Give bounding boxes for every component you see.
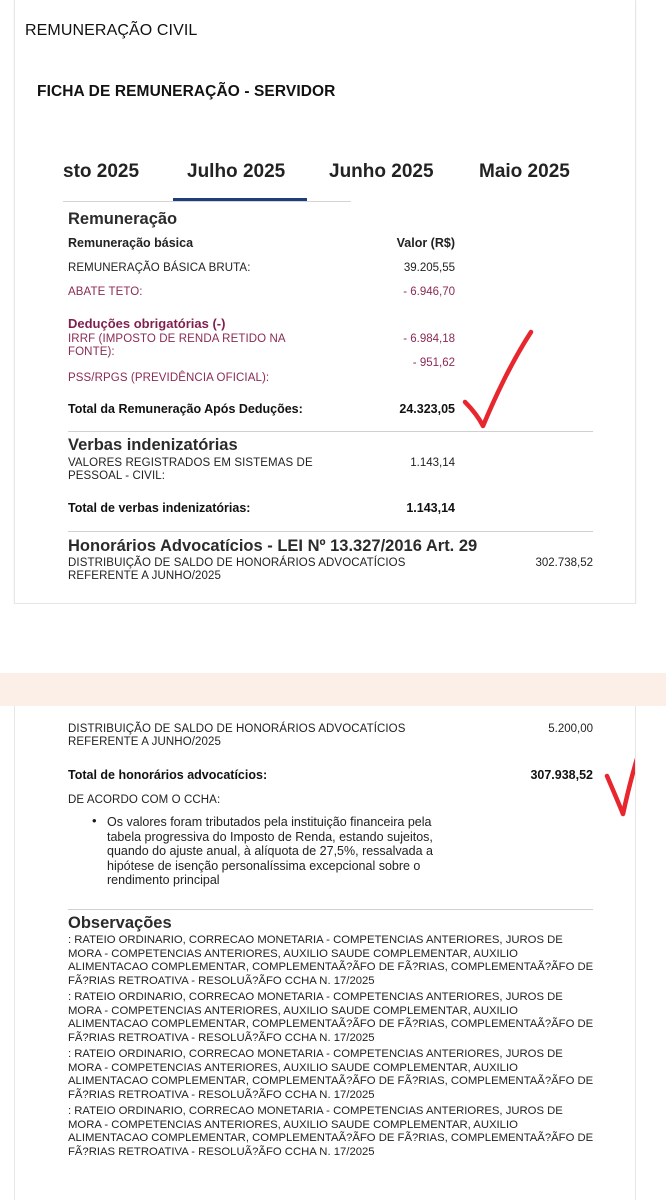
total-remuneracao-value: 24.323,05 [399, 402, 455, 416]
observacao-item: : RATEIO ORDINARIO, CORRECAO MONETARIA - COMPETENCIAS ANTERIORES, JUROS DE MORA - COMPETENCIAS ANTERIORES, AUXILIO SAUDE COMPLEMENTAR, AUXILIO ALIMENTACAO COMPLEMENTAR, COMPLEMENTAÃ?ÃFO DE FÃ?RIAS, COMPLEMENTAÃ?ÃFO DE FÃ?RIAS RETROATIVA - RESOLUÃ?ÃFO CCHA N. 17/2025 [68, 1105, 594, 1158]
section-observacoes-title: Observações [68, 914, 172, 932]
row-pss-label: PSS/RPGS (PREVIDÊNCIA OFICIAL): [68, 372, 270, 384]
remuneration-card-top [14, 0, 636, 604]
col-head-value: Valor (R$) [396, 236, 455, 250]
total-honorarios-value: 307.938,52 [530, 768, 593, 782]
page-subtitle: FICHA DE REMUNERAÇÃO - SERVIDOR [37, 83, 336, 100]
page-title: REMUNERAÇÃO CIVIL [25, 22, 198, 39]
screenshot-gap-strip [0, 673, 666, 706]
total-honorarios-label: Total de honorários advocatícios: [68, 768, 268, 782]
section-verbas-title: Verbas indenizatórias [68, 436, 238, 454]
total-remuneracao-label: Total da Remuneração Após Deduções: [68, 402, 303, 416]
section-remuneracao-title: Remuneração [68, 210, 178, 228]
observacao-item: : RATEIO ORDINARIO, CORRECAO MONETARIA - COMPETENCIAS ANTERIORES, JUROS DE MORA - COMPETENCIAS ANTERIORES, AUXILIO SAUDE COMPLEMENTAR, AUXILIO ALIMENTACAO COMPLEMENTAR, COMPLEMENTAÃ?ÃFO DE FÃ?RIAS, COMPLEMENTAÃ?ÃFO DE FÃ?RIAS RETROATIVA - RESOLUÃ?ÃFO CCHA N. 17/2025 [68, 934, 594, 987]
divider [68, 531, 593, 532]
bullet-dot: • [92, 813, 97, 828]
row-abate-teto-value: - 6.946,70 [403, 286, 455, 298]
section-honorarios-title: Honorários Advocatícios - LEI Nº 13.327/2016 Art. 29 [68, 537, 478, 555]
ccha-note: Os valores foram tributados pela instituição financeira pela tabela progressiva do Imposto de Renda, estando sujeitos, quando do ajuste anual, à alíquota de 27,5%, ressalvada a hipótese de isenção personalíssima excepcional sobre o rendimento principal [107, 815, 433, 888]
row-honorarios-2-value: 5.200,00 [548, 723, 593, 735]
row-pss-value: - 951,62 [412, 357, 455, 369]
deducoes-title: Deduções obrigatórias (-) [68, 316, 226, 331]
remuneration-card-bottom [14, 706, 636, 1200]
row-irrf-label: IRRF (IMPOSTO DE RENDA RETIDO NA FONTE): [68, 333, 286, 358]
observacao-item: : RATEIO ORDINARIO, CORRECAO MONETARIA - COMPETENCIAS ANTERIORES, JUROS DE MORA - COMPETENCIAS ANTERIORES, AUXILIO SAUDE COMPLEMENTAR, AUXILIO ALIMENTACAO COMPLEMENTAR, COMPLEMENTAÃ?ÃFO DE FÃ?RIAS, COMPLEMENTAÃ?ÃFO DE FÃ?RIAS RETROATIVA - RESOLUÃ?ÃFO CCHA N. 17/2025 [68, 1048, 594, 1101]
red-checkmark-icon [459, 326, 535, 430]
row-honorarios-1-value: 302.738,52 [535, 557, 593, 569]
tab-agosto-2025[interactable]: sto 2025 [63, 161, 140, 182]
row-verbas-value: 1.143,14 [410, 457, 455, 469]
divider [68, 431, 593, 432]
row-remuneracao-bruta-value: 39.205,55 [403, 262, 455, 274]
row-remuneracao-bruta-label: REMUNERAÇÃO BÁSICA BRUTA: [68, 262, 251, 274]
row-abate-teto-label: ABATE TETO: [68, 286, 143, 298]
active-tab-indicator [173, 198, 307, 201]
red-checkmark-icon [601, 712, 636, 818]
total-verbas-value: 1.143,14 [406, 501, 455, 515]
tab-junho-2025[interactable]: Junho 2025 [329, 161, 434, 182]
row-verbas-label: VALORES REGISTRADOS EM SISTEMAS DE PESSOAL - CIVIL: [68, 457, 313, 482]
row-irrf-value: - 6.984,18 [403, 333, 455, 345]
col-head-label: Remuneração básica [68, 236, 194, 250]
observacao-item: : RATEIO ORDINARIO, CORRECAO MONETARIA - COMPETENCIAS ANTERIORES, JUROS DE MORA - COMPETENCIAS ANTERIORES, AUXILIO SAUDE COMPLEMENTAR, AUXILIO ALIMENTACAO COMPLEMENTAR, COMPLEMENTAÃ?ÃFO DE FÃ?RIAS, COMPLEMENTAÃ?ÃFO DE FÃ?RIAS RETROATIVA - RESOLUÃ?ÃFO CCHA N. 17/2025 [68, 991, 594, 1044]
total-verbas-label: Total de verbas indenizatórias: [68, 501, 251, 515]
tab-maio-2025[interactable]: Maio 2025 [479, 161, 570, 182]
tab-baseline [63, 201, 351, 202]
row-honorarios-1-label: DISTRIBUIÇÃO DE SALDO DE HONORÁRIOS ADVOCATÍCIOS REFERENTE A JUNHO/2025 [68, 557, 406, 582]
ccha-label: DE ACORDO COM O CCHA: [68, 794, 221, 806]
divider [68, 909, 593, 910]
tab-julho-2025[interactable]: Julho 2025 [187, 161, 286, 182]
row-honorarios-2-label: DISTRIBUIÇÃO DE SALDO DE HONORÁRIOS ADVOCATÍCIOS REFERENTE A JUNHO/2025 [68, 723, 406, 748]
